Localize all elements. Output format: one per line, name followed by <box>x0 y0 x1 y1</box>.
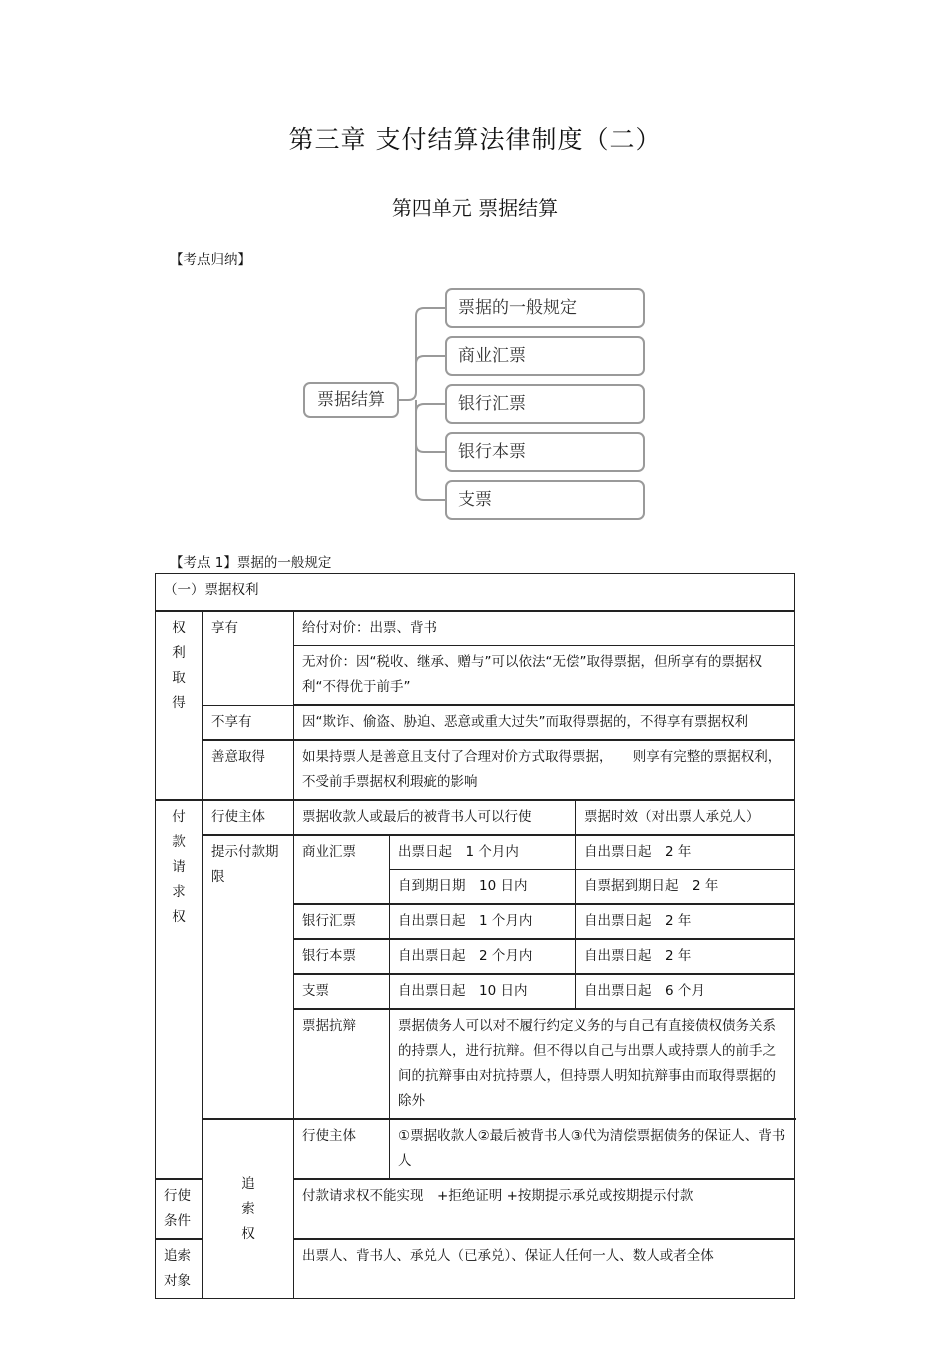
recourse-subject-text: ①票据收款人②最后被背书人③代为清偿票据债务的保证人、背书人 <box>390 1119 795 1179</box>
chapter-title: 第三章 支付结算法律制度（二） <box>288 125 662 154</box>
limitation-cell: 自出票日起 2 年 <box>576 939 795 974</box>
row-label-recourse-condition: 行使条件 <box>156 1179 203 1239</box>
period-cell: 自出票日起 2 个月内 <box>390 939 576 974</box>
payment-subject-text: 票据收款人或最后的被背书人可以行使 <box>294 800 576 835</box>
row-label-recourse-subject: 行使主体 <box>294 1119 390 1179</box>
defense-text: 票据债务人可以对不履行约定义务的与自己有直接债权债务关系的持票人，进行抗辩。但不得以自己与出票人或持票人的前手之间的抗辩事由对抗持票人，但持票人明知抗辩事由而取得票据的除外 <box>390 1009 795 1119</box>
limitation-cell: 自出票日起 6 个月 <box>576 974 795 1009</box>
mindmap-node-cashier-check: 银行本票 <box>445 432 645 472</box>
recourse-condition-text: 付款请求权不能实现 +拒绝证明 +按期提示承兑或按期提示付款 <box>294 1179 795 1239</box>
mindmap-node-check: 支票 <box>445 480 645 520</box>
mindmap-diagram <box>300 288 650 528</box>
limitation-cell: 自票据到期日起 2 年 <box>576 870 795 905</box>
mindmap-node-bank-draft: 银行汇票 <box>445 384 645 424</box>
mindmap-node-general-rules: 票据的一般规定 <box>445 288 645 328</box>
row-label-payment-subject: 行使主体 <box>203 800 294 835</box>
row-label-good-faith: 善意取得 <box>203 740 294 800</box>
mindmap-root-node: 票据结算 <box>303 382 399 418</box>
period-cell: 自到期日期 10 日内 <box>390 870 576 905</box>
limitation-header: 票据时效（对出票人承兑人） <box>576 800 795 835</box>
group-label-recourse: 追 索 权 <box>203 1119 294 1299</box>
not-enjoy-text: 因“欺诈、偷盗、胁迫、恶意或重大过失”而取得票据的，不得享有票据权利 <box>294 705 795 740</box>
bill-rights-table <box>155 573 795 1299</box>
row-label-recourse-object: 追索对象 <box>156 1239 203 1299</box>
row-label-payment-period: 提示付款期限 <box>203 835 294 1119</box>
period-cell: 自出票日起 10 日内 <box>390 974 576 1009</box>
group-label-acquire: 权 利 取 得 <box>156 611 203 800</box>
row-label-defense: 票据抗辩 <box>294 1009 390 1119</box>
bill-type-bank-draft: 银行汇票 <box>294 904 390 939</box>
row-label-not-enjoy: 不享有 <box>203 705 294 740</box>
point1-label: 【考点 1】票据的一般规定 <box>170 555 332 571</box>
limitation-cell: 自出票日起 2 年 <box>576 904 795 939</box>
group-label-payment: 付 款 请 求 权 <box>156 800 203 1179</box>
section-header: （一）票据权利 <box>156 574 795 612</box>
good-faith-text: 如果持票人是善意且支付了合理对价方式取得票据， 则享有完整的票据权利，不受前手票据权利瑕疵的影响 <box>294 740 795 800</box>
row-label-enjoy: 享有 <box>203 611 294 705</box>
summary-label: 【考点归纳】 <box>170 252 251 268</box>
enjoy-unpaid-text: 无对价：因“税收、继承、赠与”可以依法“无偿”取得票据，但所享有的票据权利“不得优于前手” <box>294 646 795 706</box>
period-cell: 自出票日起 1 个月内 <box>390 904 576 939</box>
bill-type-cashier-check: 银行本票 <box>294 939 390 974</box>
unit-title: 第四单元 票据结算 <box>391 196 559 220</box>
bill-type-check: 支票 <box>294 974 390 1009</box>
enjoy-paid-text: 给付对价：出票、背书 <box>294 611 795 646</box>
period-cell: 出票日起 1 个月内 <box>390 835 576 870</box>
limitation-cell: 自出票日起 2 年 <box>576 835 795 870</box>
mindmap-node-commercial-draft: 商业汇票 <box>445 336 645 376</box>
bill-type-commercial: 商业汇票 <box>294 835 390 904</box>
recourse-object-text: 出票人、背书人、承兑人（已承兑）、保证人任何一人、数人或者全体 <box>294 1239 795 1299</box>
